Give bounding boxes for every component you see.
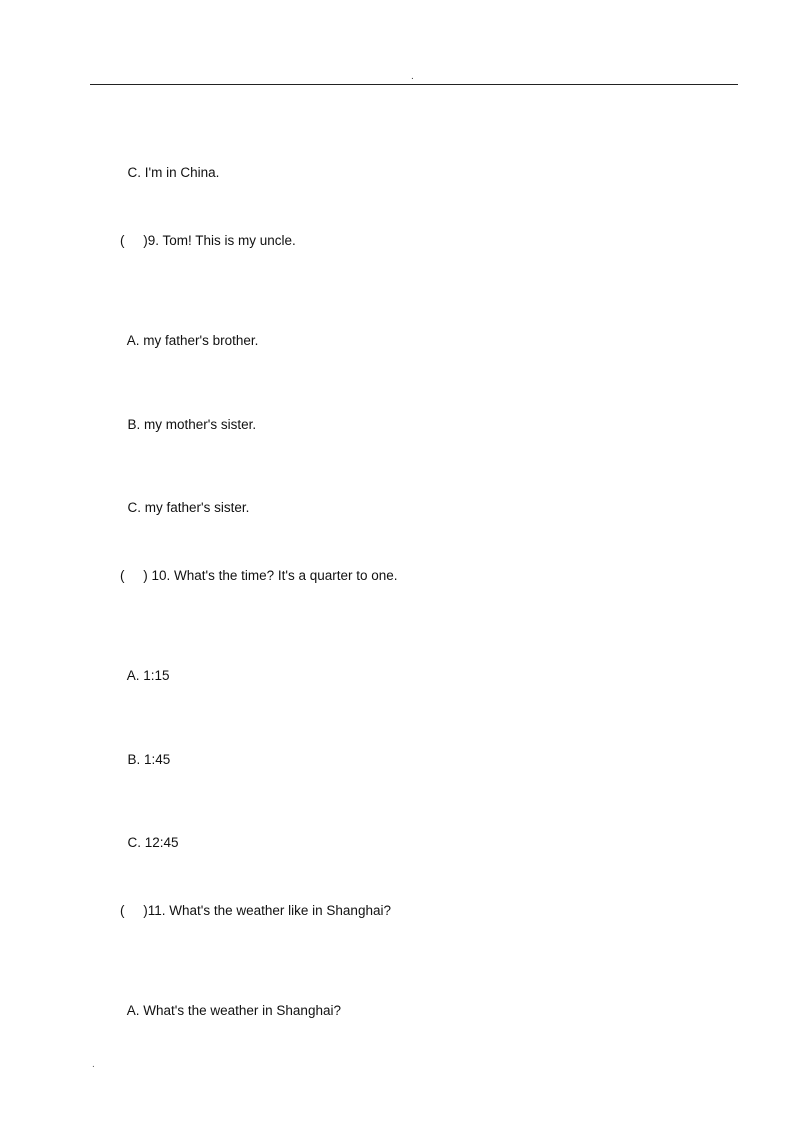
question-text: 11. What's the weather like in Shanghai? — [147, 903, 391, 918]
option-a-q9 — [120, 317, 258, 349]
option-b-q9 — [120, 401, 256, 433]
header-rule — [90, 84, 738, 85]
question-text: 10. What's the time? It's a quarter to one. — [147, 568, 398, 583]
option-b-q10 — [120, 736, 170, 768]
answer-blank[interactable]: ( ) — [120, 233, 148, 248]
question-9 — [120, 233, 296, 249]
question-11 — [120, 903, 391, 919]
option-c-q9 — [120, 484, 249, 516]
footer-mark: . — [92, 1059, 95, 1070]
question-10 — [120, 568, 398, 584]
line-text: B. my mother's sister. — [127, 417, 257, 432]
option-a-q11 — [120, 987, 341, 1019]
line-text: A. 1:15 — [126, 668, 170, 683]
line-text: A. What's the weather in Shanghai? — [126, 1003, 341, 1018]
option-a-q10 — [120, 652, 170, 684]
option-c-q8 — [120, 149, 219, 181]
line-text: C. my father's sister. — [127, 500, 250, 515]
line-text: B. 1:45 — [127, 752, 171, 767]
answer-blank[interactable]: ( ) — [120, 903, 148, 918]
question-text: 9. Tom! This is my uncle. — [147, 233, 296, 248]
header-mark: . — [411, 71, 414, 82]
line-text: C. 12:45 — [127, 835, 179, 850]
answer-blank[interactable]: ( ) — [120, 568, 148, 583]
option-c-q10 — [120, 819, 179, 851]
line-text: A. my father's brother. — [126, 333, 259, 348]
line-text: C. I'm in China. — [127, 165, 220, 180]
